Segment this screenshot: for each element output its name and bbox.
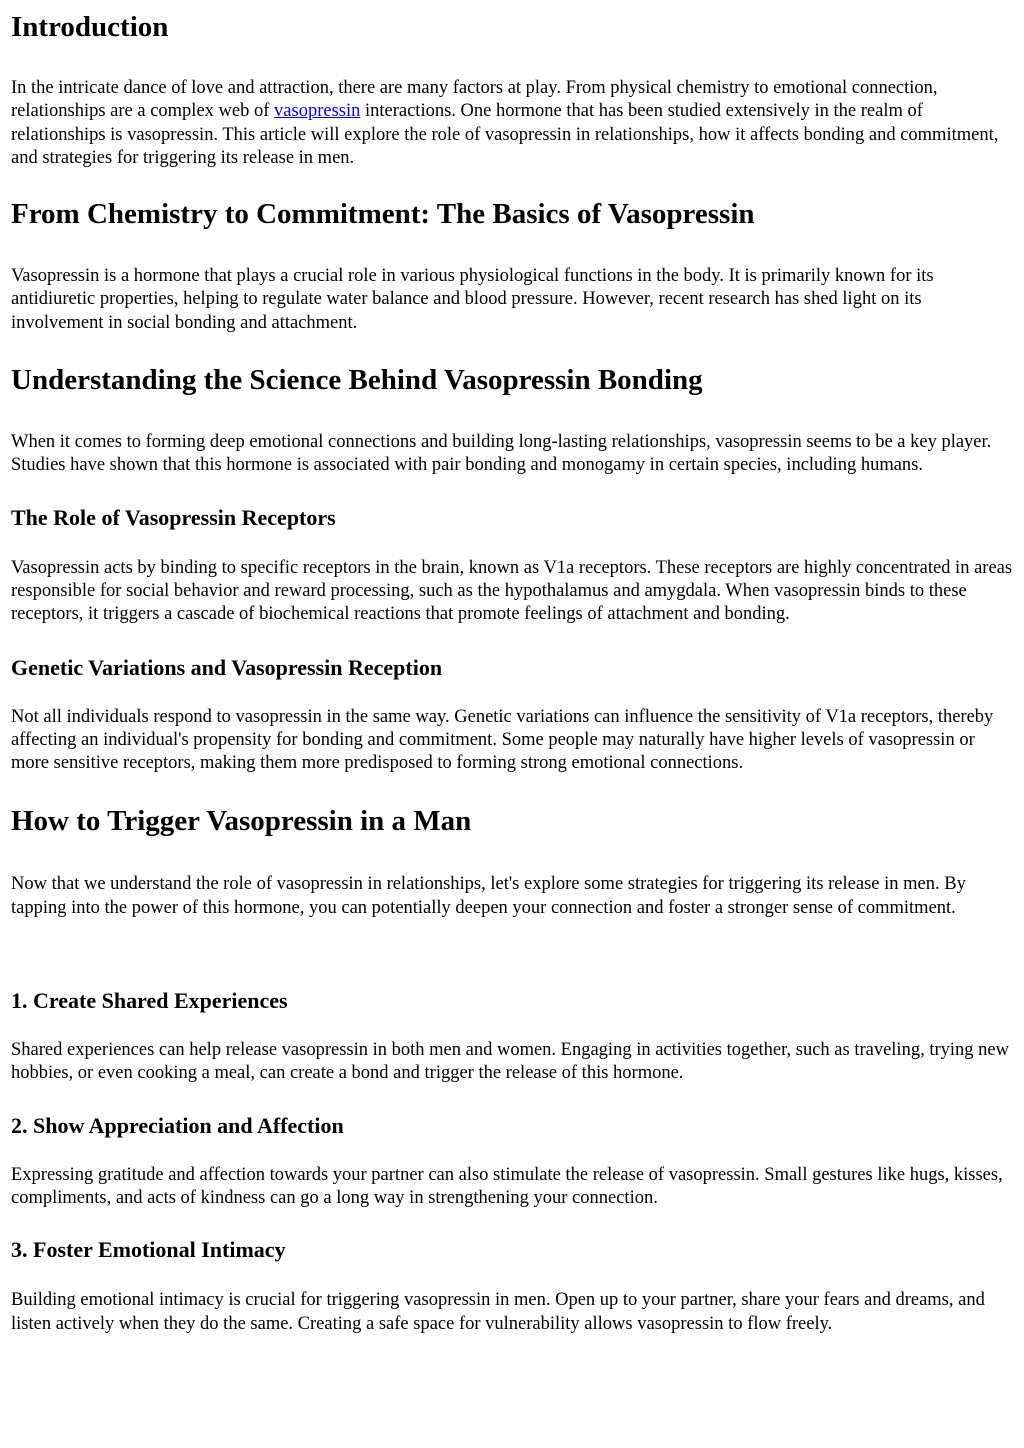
genetic-heading: Genetic Variations and Vasopressin Reception — [11, 654, 443, 680]
strategy-heading-shared-experiences: 1. Create Shared Experiences — [11, 988, 288, 1014]
strategy-paragraph-shared-experiences: Shared experiences can help release vasopressin in both men and women. Engaging in activities together, such as traveling, trying new hobbies, or even cooking a meal, can create a bond and trigger the release of this hormone. — [11, 1040, 1009, 1084]
blank-spacer — [11, 920, 1014, 978]
trigger-paragraph: Now that we understand the role of vasopressin in relationships, let's explore some strategies for triggering its release in men. By tapping into the power of this hormone, you can potentially deepen your connection and foster a stronger sense of commitment. — [11, 874, 966, 918]
vasopressin-link[interactable]: vasopressin — [274, 101, 361, 122]
intro-heading: Introduction — [11, 11, 169, 43]
basics-heading: From Chemistry to Commitment: The Basics of Vasopressin — [11, 198, 755, 231]
intro-text-before-link: In the intricate dance of love and attraction, there are many factors at play. From physical chemistry to emotional connection, relationships are a complex web of — [11, 78, 938, 122]
receptors-heading: The Role of Vasopressin Receptors — [11, 504, 336, 530]
receptors-paragraph: Vasopressin acts by binding to specific receptors in the brain, known as V1a receptors. These receptors are highly concentrated in areas responsible for social behavior and reward processing, such as the hypothalamus and amygdala. When vasopressin binds to these receptors, it triggers a cascade of biochemical reactions that promote feelings of attachment and bonding. — [11, 557, 1013, 625]
science-heading: Understanding the Science Behind Vasopressin Bonding — [11, 364, 703, 397]
strategy-heading-emotional-intimacy: 3. Foster Emotional Intimacy — [11, 1237, 286, 1263]
trigger-heading: How to Trigger Vasopressin in a Man — [11, 805, 472, 838]
strategy-paragraph-emotional-intimacy: Building emotional intimacy is crucial for triggering vasopressin in men. Open up to your partner, share your fears and dreams, and listen actively when they do the same. Creating a safe space for vulnerability allows vasopressin to flow freely. — [11, 1290, 985, 1334]
genetic-paragraph: Not all individuals respond to vasopressin in the same way. Genetic variations can influence the sensitivity of V1a receptors, thereby affecting an individual's propensity for bonding and commitment. Some people may naturally have higher levels of vasopressin or more sensitive receptors, making them more predisposed to forming strong emotional connections. — [11, 706, 994, 774]
strategy-paragraph-appreciation: Expressing gratitude and affection towards your partner can also stimulate the release of vasopressin. Small gestures like hugs, kisses, compliments, and acts of kindness can go a long way in strengthening your connection. — [11, 1164, 1003, 1208]
strategy-heading-appreciation: 2. Show Appreciation and Affection — [11, 1112, 344, 1138]
basics-paragraph: Vasopressin is a hormone that plays a crucial role in various physiological functions in the body. It is primarily known for its antidiuretic properties, helping to regulate water balance and blood pressure. However, recent research has shed light on its involvement in social bonding and attachment. — [11, 266, 934, 333]
intro-paragraph — [11, 77, 1014, 170]
science-paragraph: When it comes to forming deep emotional connections and building long-lasting relationships, vasopressin seems to be a key player. Studies have shown that this hormone is associated with pair bonding and monogamy in certain species, including humans. — [11, 432, 992, 476]
intro-text-after-link: interactions. One hormone that has been studied extensively in the realm of relationships is vasopressin. This article will explore the role of vasopressin in relationships, how it affects bonding and commitment, and strategies for triggering its release in men. — [11, 101, 999, 168]
